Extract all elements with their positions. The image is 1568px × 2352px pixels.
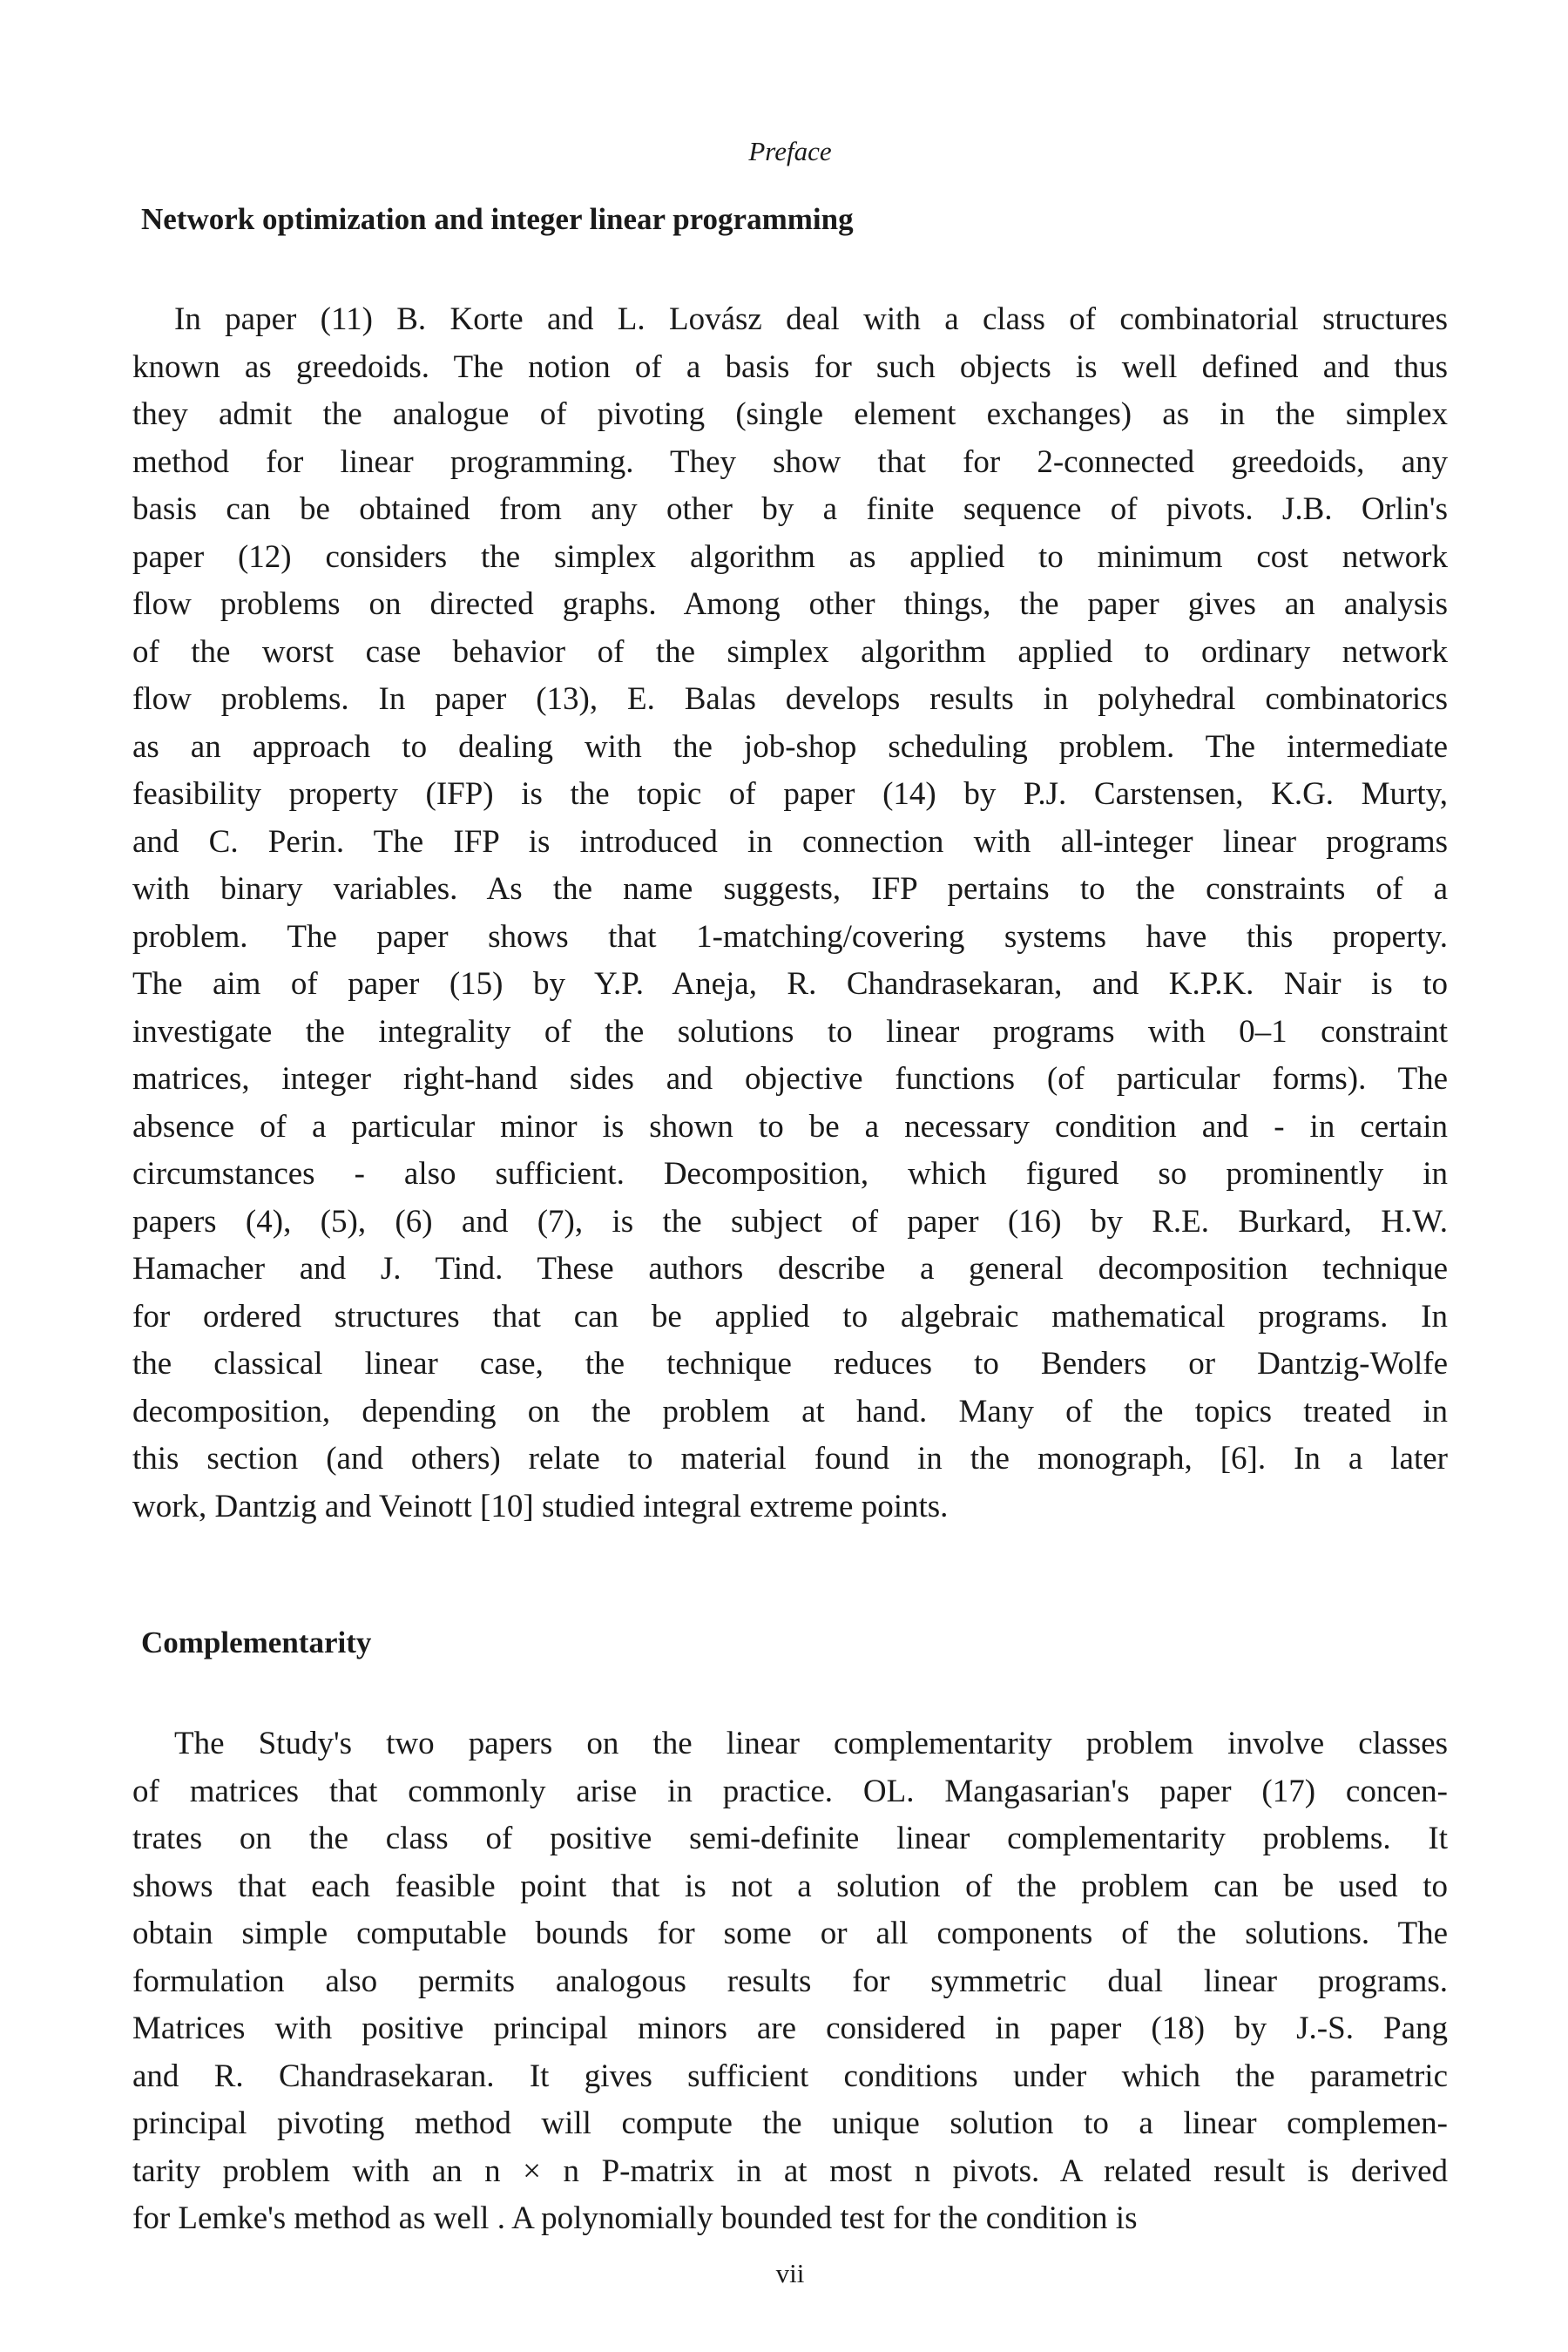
text-line: In paper (11) B. Korte and L. Lovász deal with a class of combinatorial structures (174, 301, 1448, 337)
text-line: matrices, integer right-hand sides and objective functions (of particular forms). The (132, 1061, 1448, 1097)
text-line: for ordered structures that can be applied to algebraic mathematical programs. In (132, 1298, 1448, 1335)
text-line: they admit the analogue of pivoting (single element exchanges) as in the simplex (132, 396, 1448, 432)
text-line: the classical linear case, the technique reduces to Benders or Dantzig-Wolfe (132, 1346, 1448, 1382)
text-line: problem. The paper shows that 1-matching/covering systems have this property. (132, 918, 1448, 955)
section-heading-complementarity: Complementarity (141, 1625, 372, 1659)
text-line: and R. Chandrasekaran. It gives sufficient conditions under which the parametric (132, 2058, 1448, 2094)
text-line: for Lemke's method as well . A polynomially bounded test for the condition is (132, 2200, 1138, 2236)
text-line: The aim of paper (15) by Y.P. Aneja, R. Chandrasekaran, and K.P.K. Nair is to (132, 966, 1448, 1002)
text-line: work, Dantzig and Veinott [10] studied integral extreme points. (132, 1488, 949, 1524)
text-line: Matrices with positive principal minors are considered in paper (18) by J.-S. Pang (132, 2011, 1448, 2046)
text-line: known as greedoids. The notion of a basis for such objects is well defined and thus (132, 348, 1448, 385)
section-body-network-optimization (132, 296, 1448, 1531)
text-line: papers (4), (5), (6) and (7), is the subject of paper (16) by R.E. Burkard, H.W. (132, 1203, 1448, 1240)
text-line: with binary variables. As the name suggests, IFP pertains to the constraints of a (132, 871, 1448, 907)
text-line: The Study's two papers on the linear complementarity problem involve classes (174, 1726, 1448, 1761)
text-line: and C. Perin. The IFP is introduced in connection with all-integer linear programs (132, 823, 1448, 860)
text-line: flow problems on directed graphs. Among other things, the paper gives an analysis (132, 586, 1448, 622)
text-line: trates on the class of positive semi-definite linear complementarity problems. It (132, 1821, 1448, 1856)
text-line: absence of a particular minor is shown to be a necessary condition and - in certain (132, 1108, 1448, 1145)
text-line: flow problems. In paper (13), E. Balas develops results in polyhedral combinatorics (132, 681, 1448, 717)
text-line: paper (12) considers the simplex algorithm as applied to minimum cost network (132, 538, 1448, 575)
text-line: principal pivoting method will compute the unique solution to a linear complemen- (132, 2105, 1448, 2141)
text-line: Hamacher and J. Tind. These authors describe a general decomposition technique (132, 1251, 1448, 1287)
text-line: of the worst case behavior of the simplex algorithm applied to ordinary network (132, 633, 1448, 670)
text-line: formulation also permits analogous results for symmetric dual linear programs. (132, 1963, 1448, 1999)
running-head: Preface (748, 136, 832, 166)
text-line: this section (and others) relate to material found in the monograph, [6]. In a later (132, 1441, 1448, 1477)
text-line: obtain simple computable bounds for some or all components of the solutions. The (132, 1916, 1448, 1951)
text-line: circumstances - also sufficient. Decomposition, which figured so prominently in (132, 1156, 1448, 1192)
text-line: of matrices that commonly arise in practice. OL. Mangasarian's paper (17) concen- (132, 1773, 1448, 1809)
text-line: investigate the integrality of the solutions to linear programs with 0–1 constraint (132, 1013, 1448, 1050)
text-line: feasibility property (IFP) is the topic of paper (14) by P.J. Carstensen, K.G. Murty, (132, 776, 1448, 812)
text-line: as an approach to dealing with the job-shop scheduling problem. The intermediate (132, 728, 1448, 765)
document-page (132, 0, 1448, 2352)
page-number: vii (775, 2258, 805, 2288)
section-body-complementarity (132, 1720, 1448, 2243)
text-line: basis can be obtained from any other by a finite sequence of pivots. J.B. Orlin's (132, 491, 1448, 527)
text-line: tarity problem with an n × n P-matrix in at most n pivots. A related result is derived (132, 2153, 1448, 2189)
text-line: decomposition, depending on the problem at hand. Many of the topics treated in (132, 1393, 1448, 1429)
text-line: method for linear programming. They show that for 2-connected greedoids, any (132, 443, 1448, 480)
text-line: shows that each feasible point that is not a solution of the problem can be used to (132, 1868, 1448, 1904)
section-heading-network-optimization: Network optimization and integer linear programming (141, 202, 854, 236)
